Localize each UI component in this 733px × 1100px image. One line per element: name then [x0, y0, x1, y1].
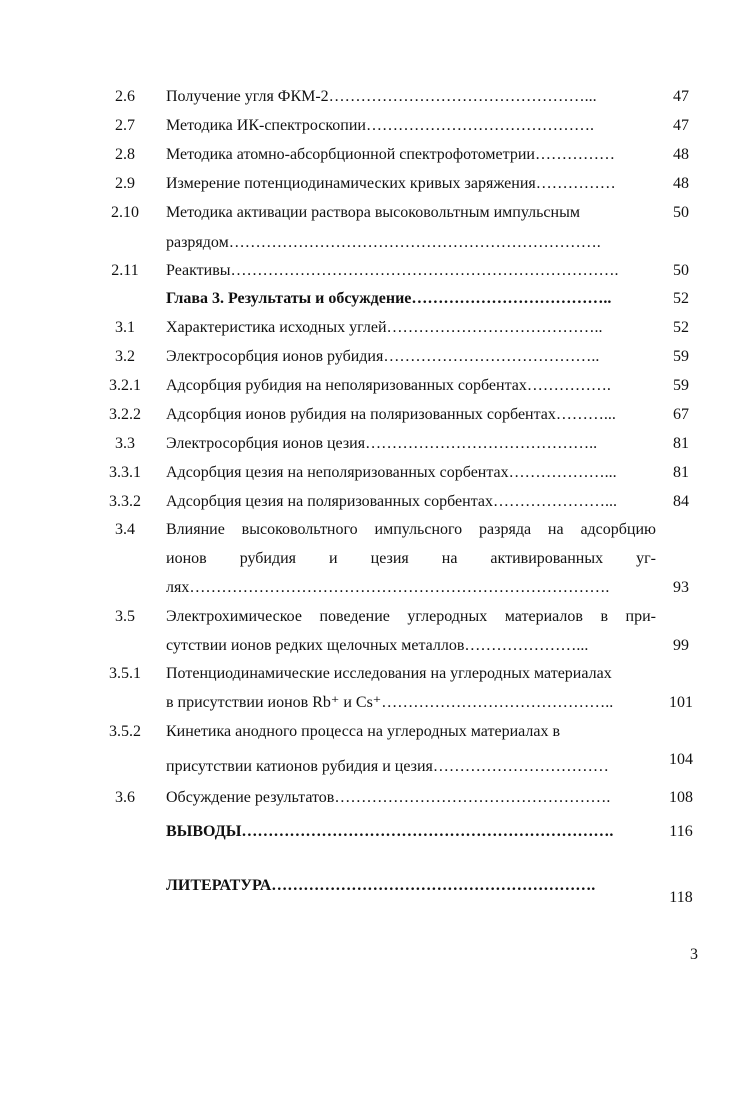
toc-entry-title-continuation: сутствии ионов редких щелочных металлов…………………... — [166, 637, 589, 654]
toc-entry-title: Потенциодинамические исследования на углеродных материалах — [166, 665, 612, 682]
toc-entry-title: Адсорбция цезия на неполяризованных сорбентах………………... — [166, 464, 617, 481]
toc-chapter-heading: Глава 3. Результаты и обсуждение……………………………….. — [166, 290, 612, 307]
toc-entry-page: 50 — [673, 204, 689, 221]
toc-entry-page: 93 — [673, 579, 689, 596]
toc-entry-page: 81 — [673, 464, 689, 481]
toc-entry-page: 81 — [673, 435, 689, 452]
toc-entry-page: 116 — [669, 823, 693, 840]
toc-entry-page: 52 — [673, 319, 689, 336]
toc-entry-title: Электрохимическое поведение углеродных материалов в при- — [166, 608, 656, 625]
toc-entry-number: 3.3 — [115, 435, 135, 452]
toc-entry-page: 59 — [673, 377, 689, 394]
toc-entry-title-continuation: ионов рубидия и цезия на активированных уг- — [166, 550, 656, 567]
toc-entry-title: Обсуждение результатов……………………………………………. — [166, 789, 611, 806]
toc-entry-title-continuation: лях……………………………………………………………………. — [166, 579, 610, 596]
toc-entry-title: Реактивы………………………………………………………………. — [166, 262, 619, 279]
toc-entry-number: 2.6 — [115, 88, 135, 105]
toc-entry-page: 50 — [673, 262, 689, 279]
toc-entry-title: Электросорбция ионов рубидия………………………………….. — [166, 348, 600, 365]
toc-entry-title: Методика активации раствора высоковольтным импульсным — [166, 204, 580, 221]
toc-entry-title: Кинетика анодного процесса на углеродных материалах в — [166, 723, 561, 740]
toc-entry-title: Измерение потенциодинамических кривых заряжения…………… — [166, 175, 616, 192]
toc-entry-page: 47 — [673, 117, 689, 134]
toc-entry-page: 108 — [669, 789, 693, 806]
toc-entry-number: 3.5.2 — [109, 723, 141, 740]
toc-entry-number: 3.5 — [115, 608, 135, 625]
toc-entry-number: 2.11 — [111, 262, 139, 279]
toc-entry-number: 2.10 — [111, 204, 139, 221]
toc-entry-title: Адсорбция рубидия на неполяризованных сорбентах……………. — [166, 377, 611, 394]
toc-entry-title: Влияние высоковольтного импульсного разряда на адсорбцию — [166, 521, 656, 538]
toc-entry-number: 2.8 — [115, 146, 135, 163]
toc-entry-number: 3.2 — [115, 348, 135, 365]
toc-entry-page: 104 — [669, 751, 693, 768]
toc-entry-number: 3.2.2 — [109, 406, 141, 423]
toc-entry-number: 3.4 — [115, 521, 135, 538]
toc-entry-page: 118 — [669, 889, 693, 906]
toc-entry-title: Методика атомно-абсорбционной спектрофотометрии…………… — [166, 146, 615, 163]
toc-entry-title: Методика ИК-спектроскопии……………………………………. — [166, 117, 594, 134]
toc-entry-title: Адсорбция цезия на поляризованных сорбентах…………………... — [166, 493, 617, 510]
toc-entry-page: 84 — [673, 493, 689, 510]
toc-entry-page: 52 — [673, 290, 689, 307]
toc-entry-number: 3.3.2 — [109, 493, 141, 510]
toc-entry-page: 59 — [673, 348, 689, 365]
toc-entry-number: 2.7 — [115, 117, 135, 134]
toc-entry-title-continuation: присутствии катионов рубидия и цезия…………………………… — [166, 758, 609, 775]
toc-conclusions-heading: ВЫВОДЫ……………………………………………………………. — [166, 823, 614, 840]
toc-entry-page: 67 — [673, 406, 689, 423]
toc-entry-number: 3.2.1 — [109, 377, 141, 394]
toc-entry-number: 2.9 — [115, 175, 135, 192]
toc-entry-page: 47 — [673, 88, 689, 105]
toc-entry-title-continuation: в присутствии ионов Rb⁺ и Cs⁺…………………………………….. — [166, 694, 614, 711]
toc-references-heading: ЛИТЕРАТУРА……………………………………………………. — [166, 877, 596, 894]
toc-entry-title: Получение угля ФКМ-2…………………………………………... — [166, 88, 597, 105]
toc-entry-page: 101 — [669, 694, 693, 711]
toc-entry-title-continuation: разрядом……………………………………………………………. — [166, 234, 601, 251]
toc-entry-page: 48 — [673, 175, 689, 192]
toc-entry-number: 3.1 — [115, 319, 135, 336]
page-number: 3 — [690, 946, 698, 963]
toc-entry-title: Адсорбция ионов рубидия на поляризованных сорбентах………... — [166, 406, 616, 423]
toc-entry-title: Характеристика исходных углей………………………………….. — [166, 319, 603, 336]
toc-entry-number: 3.6 — [115, 789, 135, 806]
toc-entry-title: Электросорбция ионов цезия…………………………………….. — [166, 435, 598, 452]
toc-entry-number: 3.3.1 — [109, 464, 141, 481]
toc-entry-number: 3.5.1 — [109, 665, 141, 682]
toc-entry-page: 99 — [673, 637, 689, 654]
toc-entry-page: 48 — [673, 146, 689, 163]
